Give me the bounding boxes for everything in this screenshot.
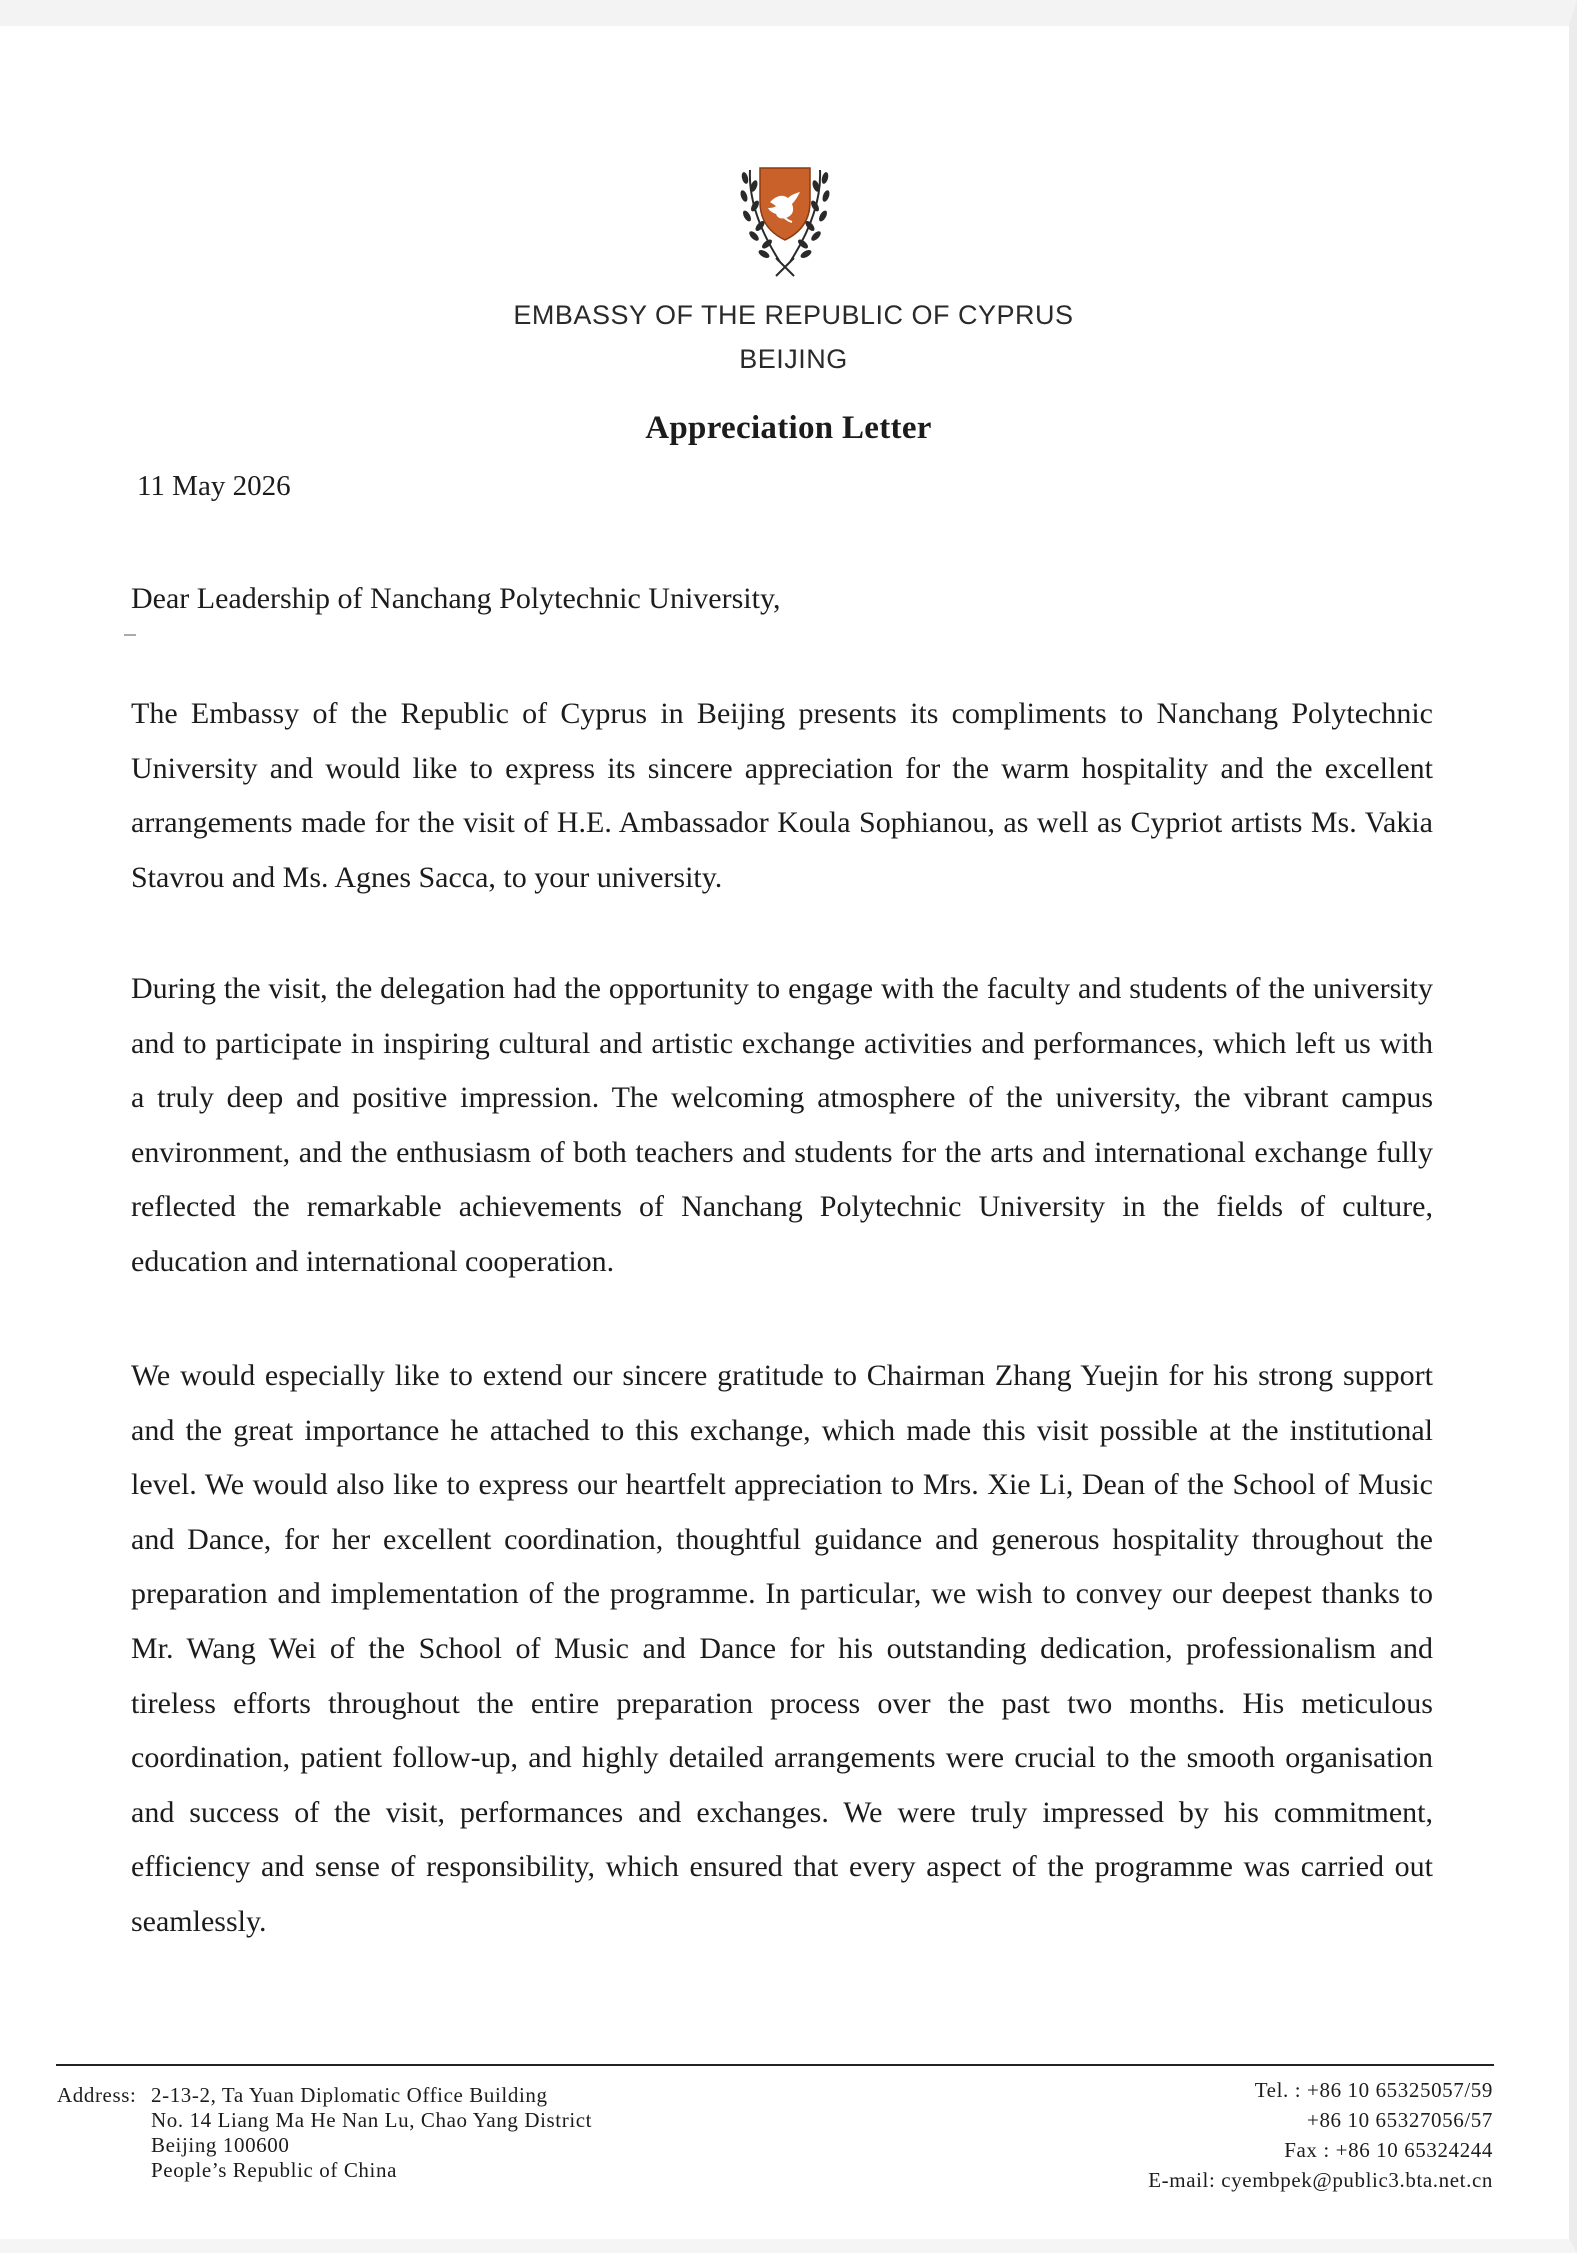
footer-divider: [56, 2064, 1494, 2066]
letter-date: 11 May 2026: [137, 470, 291, 502]
letter-salutation: Dear Leadership of Nanchang Polytechnic University,: [131, 582, 781, 615]
telephone-1: Tel. : +86 10 65325057/59: [1254, 2078, 1493, 2102]
letter-title: Appreciation Letter: [645, 410, 932, 446]
address-line: Beijing 100600: [151, 2133, 290, 2157]
embassy-name: EMBASSY OF THE REPUBLIC OF CYPRUS: [513, 300, 1074, 330]
letter-paragraph-1: The Embassy of the Republic of Cyprus in Beijing presents its compliments to Nanchang Polytechnic University and would like to express its sincere appreciation for the warm hospitality and the excellent arrangements made for the visit of H.E. Ambassador Koula Sophianou, as well as Cypriot artists Ms. Vakia Stavrou and Ms. Agnes Sacca, to your university.: [131, 697, 1433, 894]
address-line: No. 14 Liang Ma He Nan Lu, Chao Yang District: [151, 2108, 593, 2132]
address-lines: [151, 2083, 592, 2183]
footer-contact: [1148, 2075, 1493, 2195]
address-label: Address:: [57, 2083, 137, 2107]
address-line: People’s Republic of China: [151, 2158, 397, 2182]
address-line: 2-13-2, Ta Yuan Diplomatic Office Building: [151, 2083, 548, 2107]
email-address: E-mail: cyembpek@public3.bta.net.cn: [1148, 2168, 1493, 2192]
letter-paragraph-3: We would especially like to extend our sincere gratitude to Chairman Zhang Yuejin for his strong support and the great importance he attached to this exchange, which made this visit possible at the institutional level. We would also like to express our heartfelt appreciation to Mrs. Xie Li, Dean of the School of Music and Dance, for her excellent coordination, thoughtful guidance and generous hospitality throughout the preparation and implementation of the programme. In particular, we wish to convey our deepest thanks to Mr. Wang Wei of the School of Music and Dance for his outstanding dedication, professionalism and tireless efforts throughout the entire preparation process over the past two months. His meticulous coordination, patient follow-up, and highly detailed arrangements were crucial to the smooth organisation and success of the visit, performances and exchanges. We were truly impressed by his commitment, efficiency and sense of responsibility, which ensured that every aspect of the programme was carried out seamlessly.: [131, 1359, 1433, 1938]
cyprus-coat-of-arms-icon: [730, 162, 840, 280]
letter-paragraph-2: During the visit, the delegation had the opportunity to engage with the faculty and students of the university and to participate in inspiring cultural and artistic exchange activities and performances, which left us with a truly deep and positive impression. The welcoming atmosphere of the university, the vibrant campus environment, and the enthusiasm of both teachers and students for the arts and international exchange fully reflected the remarkable achievements of Nanchang Polytechnic University in the fields of culture, education and international cooperation.: [131, 972, 1433, 1278]
footer-address: [57, 2083, 592, 2183]
scan-mark: [124, 634, 136, 636]
embassy-city: BEIJING: [739, 344, 848, 374]
fax-number: Fax : +86 10 65324244: [1284, 2138, 1493, 2162]
telephone-2: +86 10 65327056/57: [1307, 2108, 1493, 2132]
